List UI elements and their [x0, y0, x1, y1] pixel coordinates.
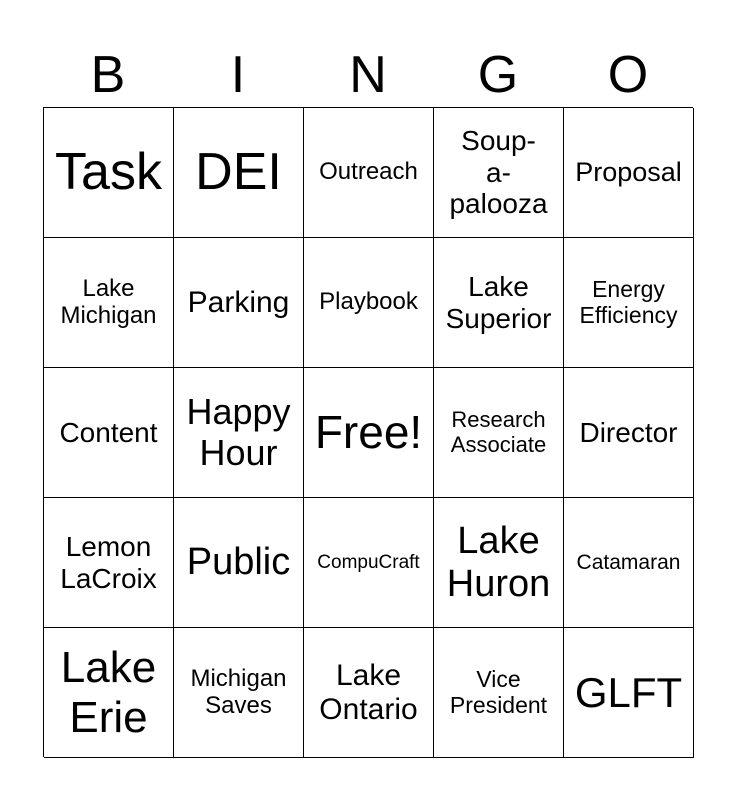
bingo-cell[interactable] — [434, 238, 564, 368]
bingo-cell[interactable] — [174, 108, 304, 238]
cell-text: Outreach — [319, 158, 418, 186]
cell-text: Public — [186, 541, 291, 584]
bingo-cell[interactable] — [174, 628, 304, 758]
header-letter-g: G — [477, 46, 519, 104]
bingo-cell[interactable] — [304, 238, 434, 368]
cell-text: Research Associate — [450, 406, 547, 457]
bingo-cell[interactable] — [434, 108, 564, 238]
bingo-cell[interactable] — [434, 498, 564, 628]
cell-text: Michigan Saves — [190, 664, 287, 719]
cell-text: Free! — [314, 405, 423, 458]
bingo-cell[interactable] — [174, 368, 304, 498]
cell-text: Playbook — [319, 288, 418, 316]
cell-text: Soup- a- palooza — [449, 125, 548, 220]
cell-text: Lake Ontario — [319, 658, 418, 726]
cell-text: Task — [55, 143, 162, 202]
bingo-cell[interactable] — [44, 498, 174, 628]
bingo-cell[interactable] — [564, 108, 694, 238]
bingo-cell[interactable] — [304, 628, 434, 758]
bingo-cell[interactable] — [44, 108, 174, 238]
bingo-header — [43, 44, 693, 106]
cell-text: Content — [59, 416, 158, 448]
bingo-cell[interactable] — [304, 498, 434, 628]
bingo-cell[interactable] — [564, 498, 694, 628]
cell-text: Lemon LaCroix — [60, 531, 157, 594]
bingo-cell[interactable] — [304, 108, 434, 238]
header-letter-i: I — [230, 46, 246, 104]
cell-text: Lake Huron — [446, 519, 551, 605]
bingo-cell[interactable] — [174, 498, 304, 628]
bingo-cell-free[interactable] — [304, 368, 434, 498]
cell-text: CompuCraft — [317, 551, 420, 573]
cell-text: Vice President — [449, 665, 548, 718]
bingo-cell[interactable] — [434, 628, 564, 758]
bingo-cell[interactable] — [564, 628, 694, 758]
cell-text: Lake Erie — [60, 643, 157, 742]
cell-text: GLFT — [574, 668, 683, 716]
bingo-cell[interactable] — [44, 628, 174, 758]
bingo-cell[interactable] — [44, 368, 174, 498]
bingo-cell[interactable] — [174, 238, 304, 368]
bingo-cell[interactable] — [434, 368, 564, 498]
cell-text: DEI — [195, 143, 282, 202]
header-letter-b: B — [90, 46, 126, 104]
cell-text: Proposal — [575, 157, 682, 188]
bingo-cell[interactable] — [564, 238, 694, 368]
cell-text: Happy Hour — [186, 391, 291, 473]
cell-text: Lake Superior — [445, 271, 552, 334]
bingo-board — [43, 107, 693, 757]
header-letter-o: O — [607, 46, 649, 104]
cell-text: Parking — [187, 285, 290, 319]
cell-text: Energy Efficiency — [579, 275, 678, 328]
bingo-cell[interactable] — [44, 238, 174, 368]
cell-text: Director — [579, 416, 678, 448]
bingo-cell[interactable] — [564, 368, 694, 498]
cell-text: Catamaran — [576, 550, 681, 574]
cell-text: Lake Michigan — [60, 274, 157, 329]
header-letter-n: N — [349, 46, 387, 104]
